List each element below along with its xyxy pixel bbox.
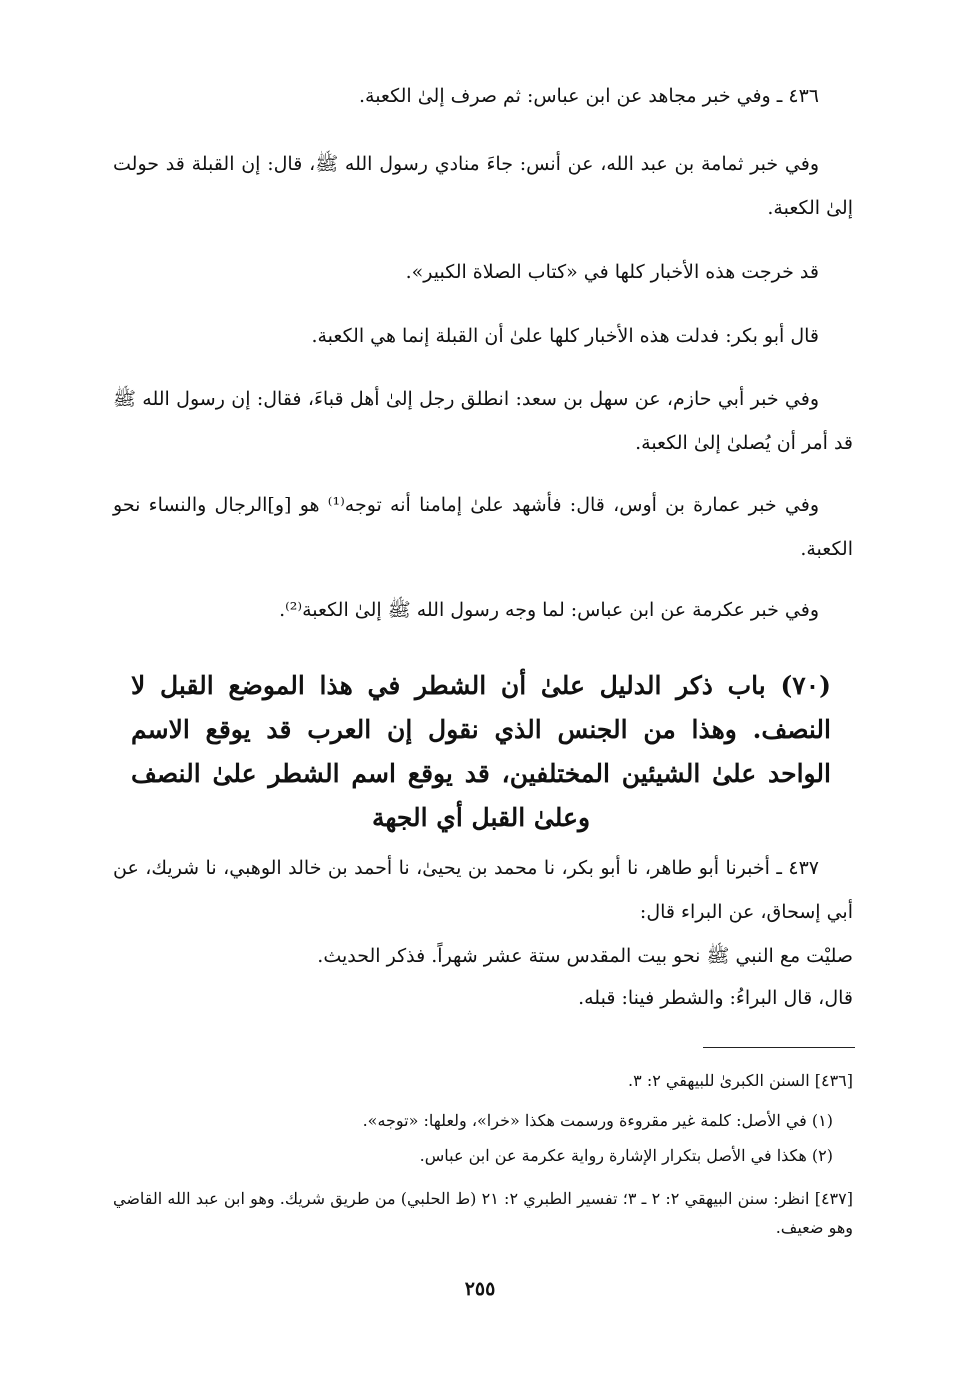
thumama-report-text: وفي خبر ثمامة بن عبد الله، عن أنس: جاءَ منادي رسول الله ﷺ، قال: إن القبلة قد حولت إلىٰ الكعبة. [113, 153, 853, 219]
abu-hazim-report-text: وفي خبر أبي حازم، عن سهل بن سعد: انطلق رجل إلىٰ أهل قباءَ، فقال: إن رسول الله ﷺ قد أمر أن يُصلىٰ إلىٰ الكعبة. [113, 388, 853, 454]
hadith-437-qala [113, 976, 853, 1020]
ikrima-report [113, 588, 853, 632]
footnote-436: [٤٣٦] السنن الكبرىٰ للبيهقي ٢: ٣. [628, 1071, 853, 1090]
abu-bakr-comment [113, 314, 853, 358]
chapter-heading: (٧٠) باب ذكر الدليل علىٰ أن الشطر في هذا الموضع القبل لا النصف. وهذا من الجنس الذي نقول إن العرب قد يوقع الاسم الواحد علىٰ الشيئين المختلفين، قد يوقع اسم الشطر علىٰ النصف وعلىٰ القبل أي الجهة [131, 671, 831, 832]
footnote-437: [٤٣٧] انظر: سنن البيهقي ٢: ٢ ـ ٣؛ تفسير الطبري ٢: ٢١ (ط الحلبي) من طريق شريك. وهو ابن عبد الله القاضي وهو ضعيف. [113, 1189, 853, 1237]
umara-report [113, 483, 853, 571]
footnote-separator [703, 1047, 855, 1048]
hadith-437-isnad [113, 846, 853, 934]
umara-report-text: وفي خبر عمارة بن أوس، قال: فأشهد علىٰ إمامنا أنه توجه⁽¹⁾ هو [و]الرجال والنساء نحو الكعبة. [113, 494, 853, 560]
hadith-437-matn [113, 934, 853, 978]
thumama-report [113, 142, 853, 230]
hadith-436-line: ٤٣٦ ـ وفي خبر مجاهد عن ابن عباس: ثم صرف إلىٰ الكعبة. [358, 85, 819, 107]
footnote-2: (٢) هكذا في الأصل بتكرار الإشارة رواية عكرمة عن ابن عباس. [419, 1146, 833, 1165]
hadith-436-text [113, 74, 853, 118]
abu-bakr-comment-text: قال أبو بكر: فدلت هذه الأخبار كلها علىٰ أن القبلة إنما هي الكعبة. [311, 325, 819, 347]
hadith-437-matn-text: صليْت مع النبي ﷺ نحو بيت المقدس ستة عشر شهراً. فذكر الحديث. [317, 945, 853, 967]
ikrima-report-text: وفي خبر عكرمة عن ابن عباس: لما وجه رسول الله ﷺ إلىٰ الكعبة⁽²⁾. [279, 599, 819, 621]
kitab-salat-note [113, 250, 853, 294]
kitab-salat-note-text: قد خرجت هذه الأخبار كلها في «كتاب الصلاة الكبير». [405, 261, 819, 283]
hadith-437-qala-text: قال، قال البراءُ: والشطر فينا: قبله. [578, 987, 853, 1009]
hadith-437-isnad-text: ٤٣٧ ـ أخبرنا أبو طاهر، نا أبو بكر، نا محمد بن يحيىٰ، نا أحمد بن خالد الوهبي، نا شريك، عن أبي إسحاق، عن البراء قال: [113, 857, 853, 923]
footnote-1: (١) في الأصل: كلمة غير مقروءة ورسمت هكذا «خرا»، ولعلها: «توجه». [362, 1111, 833, 1130]
page-number: ٢٥٥ [464, 1278, 496, 1300]
abu-hazim-report [113, 377, 853, 465]
